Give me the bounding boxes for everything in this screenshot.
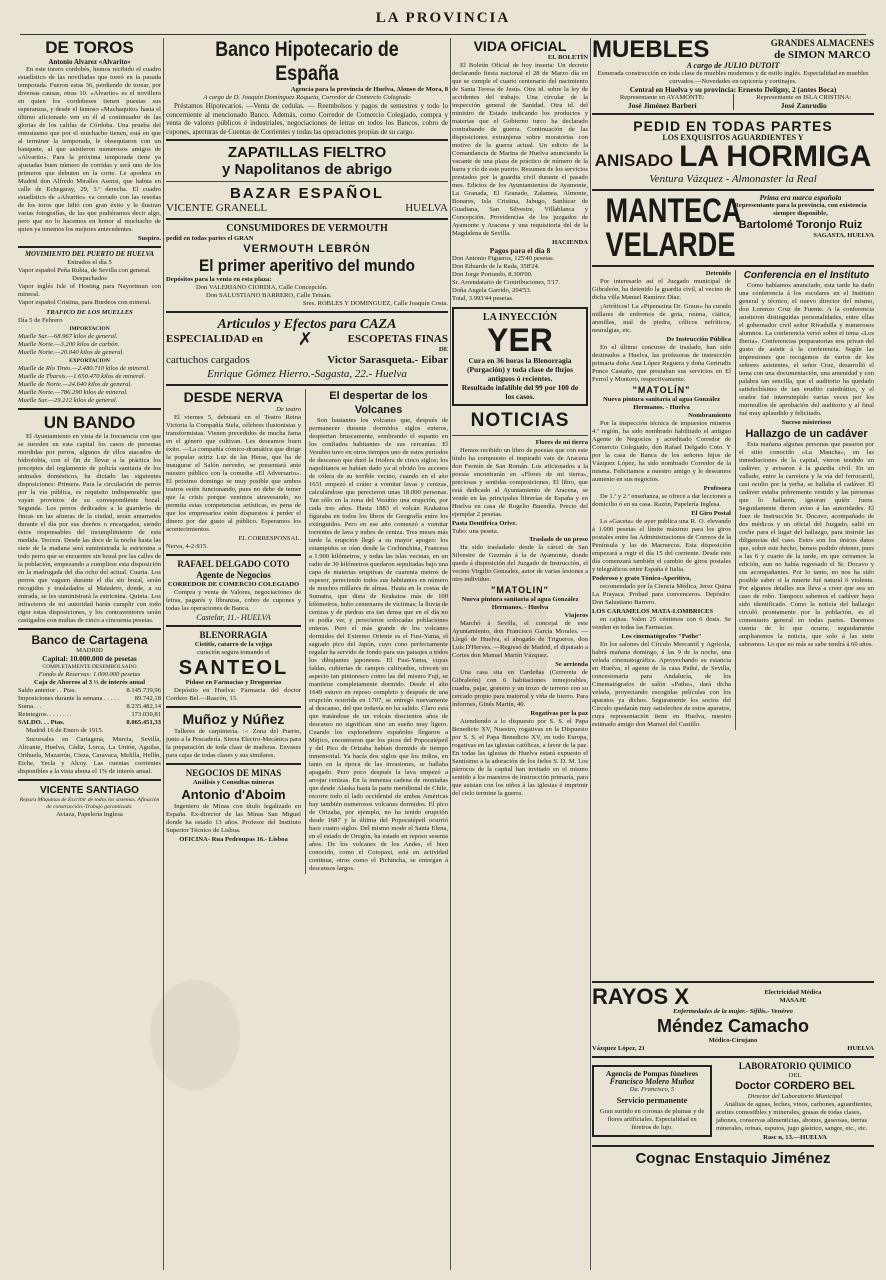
lab-wrap (716, 1061, 874, 1142)
minas-title: NEGOCIOS DE MINAS (185, 768, 282, 778)
matolin-body: Nueva pintura sanitaria al agua González Hermanos. - Huelva (461, 596, 579, 611)
bazar-title: BAZAR ESPAÑOL (229, 185, 385, 202)
lab-addr: Rasc n, 13.—HUELVA (763, 1134, 827, 1141)
rep-name: José Jiménez Barberí (627, 101, 697, 110)
muebles-rep (733, 94, 875, 110)
divider (166, 384, 448, 386)
pompas-addr: Da. Francisco, 5 (629, 1086, 675, 1093)
cartagena-fondo: Fondo de Reservas: 1.000.000 pesetas (38, 671, 141, 678)
pasta-title: Pasta Dentífrica Orive. (452, 520, 518, 527)
nerva-sub: De teatro (276, 406, 301, 413)
rayos-right (712, 989, 874, 1005)
hallazgo-title: Hallazgo de un cadáver (745, 428, 868, 440)
divider (592, 981, 874, 983)
cartagena-label: SALDO. . . Ptas. (18, 719, 65, 726)
volcanes-body: Son bastantes los volcanes que, después de permanecer durante dormidos siglos enteros, despiertan bruscamente, sembrando el espanto en los confiados habitantes de sus cercanías. El Vesubio tuvo en otros tiempos uno de estos períodos de descanso que duró la friolera de cinco siglos; los napolitanos se habían dado ya al olvido los accesos de cólera de su terrible vecino, cuando en el año 1631 empezó el cráter a vomitar lavas y cenizas, calculándose que perecieron unas 18.000 personas. Tan sólo en la zona del Vesubio una erupción, por cada tres años. Hasta 1883 el volcán Krakatoa figuraba en todos los libros de Geografía entre los extinguidos. Pero en ese año comenzó a vomitar torrentes de lava y nubes de ceniza. Tres meses más tarde la erupción llegó a su mayor apogeo: los estampidos se oían desde la Cochinchina, Francesa a 1.900 kilómetros, y todas las islas vecinas, en un radio de 30 kilómetros quedaron sepultadas bajo una capa de materias eruptivas de cuarenta metros de espesor, pereciendo todos sus habitantes en número de muchos millares de almas. Hasta en la costas de Sumatra, que dista de Krakatoa más de 100 kilómetros, hubo centenares de víctimas; la lluvia de cenizas y de piedras era tan densa que en el día no se podía ver, y perecieron sofocadas poblaciones enteras. Pero el más grande de los volcanes dormidos del Extremo Oriente es el Fusi-Yama, el sagrado pico del Japón, cuyo cono perfectamente regular ha servido de fondo para sus paisajes a todos los dibujantes japoneses. El Fusi-Yama, cuyas faldas, cubiertas de campos cultivados, ofrecen un aspecto tan pintoresco como las del mismo Fuji, se mantiene completamente dormido. Desde el año 1649 estuvo en reposo completo y después de una erupción ocurrida en 1707, se entregó nuevamente al descanso, del que todavía no ha salido. Claro está que tratándose de un volcán doscientos años de descanso no significan sino un sueño muy ligero. Cuando los exploradores españoles llegaron a Méjico, encontraron que los picos del Popocatépetl y del Pico de Orizaba habían dormido de tiempo inmemorial. Ya hacía dos siglos que los indios, en tanto en la época de las invasiones, se hallaba apagado. Pero poco después la lava empezó a arrojar cenizas. En la inmensa cadena de montañas que desde Alaska hasta la parte meridional de Chile, recorre todo el lado occidental de ambas Américas hay también numerosos volcanes dormidos. El pico de Orizaba, por ejemplo, no ha tenido erupción desde 1687 y la última del Popocatépetl ocurrió hace cuatro siglos. Del mismo modo el Santa Elena, en el estado de Oregón, ha estado en reposo sesenta años. De los volcanes de los Andes, el bien conocido, como el Cotopaxi, está en actividad continua, otros como el Pichincha, se entregan á descansos largos. (309, 417, 448, 872)
velarde: VELARDE (605, 226, 736, 264)
puerto-entry: Vapor español Cristina, para Burdeos con mineral. (18, 299, 151, 306)
rep-label: Representante en ISLA CRISTINA: (756, 94, 852, 101)
rep-name: José Zanrudio (780, 101, 827, 110)
yer-head: LA INYECCIÓN (482, 312, 558, 323)
col4-sub-right (735, 270, 874, 730)
caza-de: DE (438, 346, 448, 353)
muebles-g1: GRANDES ALMACENES (770, 38, 874, 48)
rayos-title: RAYOS X (592, 984, 690, 1009)
pasta-body: Tubo: una peseta. (452, 528, 499, 535)
divider (18, 408, 161, 410)
vermouth-title: CONSUMIDORES DE VERMOUTH (226, 223, 388, 234)
divider (166, 625, 301, 627)
mendez-addr: Vázquez López, 21 (592, 1045, 645, 1052)
bando-title: UN BANDO (43, 413, 136, 432)
giro-title: El Giro Postal (691, 510, 731, 517)
hallazgo-body: Esta mañana algunas personas que pasaron por el sitio conocido «La Mancha», en las inmediaciones de la capital, vieron tendido un cadáver, y avisaron á la guardia civil. En un vallado, entre la carretera y la vía del ferrocarril, casi oculto por la yerba, se hallaba el cadáver. El cadáver estaba pobremente vestido y las personas que lo hallaron, ignoran quién fuera. Seguidamente dieron aviso á las autoridades. El Juez de Instrucción Sr. Docavo, acompañado de dos médicos y un oficial del Juzgado, salió en coche para el lugar del hallazgo, para instruir las diligencias del caso. Estos son los únicos datos que, sobre este hecho, hemos podido obtener, pues a las 6 y cuarto de la tarde, en que cerramos la edición, aun no había regresado el Sr. Docavo y sus acompañantes. Por lo tanto, no nos ha sido posible saber si la muerte fué natural ó violenta. Por algunos detalles nos lleva a creer que sea un caso de robo. Tampoco sabemos el cadáver haya sido identificado. Como la noticia del hallazgo circuló prontamente por la población, es el comentario general en todas partes. Daremos cuenta de lo que ocurra, seguidamente ampliaremos la noticia, que solo á las siete sabremos. Lo que no más se sabe tendrá á 60 años. (739, 441, 874, 648)
rayos-sub: Enfermedades de la mujer.- Sífilis.- Venéreo (673, 1008, 793, 1015)
banco-cargo: A cargo de D. Joaquín Domínguez Roqueta, Corredor de Comercio Colegiado (203, 94, 411, 101)
puerto-title: MOVIMIENTO DEL PUERTO DE HUELVA (24, 251, 155, 258)
manteca-rep: Representante para la provincia, con existencia siempre disponible, (734, 202, 867, 217)
bazar-city: HUELVA (405, 202, 448, 214)
banco-agency: Agencia para la provincia de Huelva, Alonso de Mora, 8 (290, 86, 448, 93)
mendez-row (592, 1045, 874, 1053)
instruccion-body: En el último concurso de traslado, han sido destinados a Huelva, las profesoras de instrucción primaria doña Ana López Reguera y doña Gertrudis Ponce Castaño, que prestaban sus servicios en El Ferrol y Montoro, respectivamente. (592, 344, 731, 383)
masthead (0, 0, 886, 36)
cartagena-city: MADRID (76, 647, 103, 654)
munoz-title: Muñoz y Núñez (182, 711, 285, 727)
nerva-title: DESDE NERVA (183, 389, 284, 405)
detenido-body: Por interesarlo así el Juzgado municipal de Gibraleón, ha detenido la guardia civil, al vecino de dicha villa Manuel Ramírez Díaz. (592, 278, 731, 301)
vermouth-dep-item: Don VALERIANO CIORDIA, Calle Concepción. (196, 284, 328, 291)
rayos-r2: MASAJE (779, 997, 807, 1004)
profesora-title: Profesora (703, 485, 731, 492)
vicente-title: VICENTE SANTIAGO (40, 785, 139, 796)
cartagena-label: Suma. . . (18, 703, 42, 710)
cartagena-label: Reintegros. . . . . . . . (18, 711, 72, 718)
volcanes-title: El despertar de los Volcanes (329, 390, 428, 416)
caramelos-body: en cajitas. Valen 25 céntimos con 6 dosis. Se venden en todas las Farmacias. (592, 616, 731, 631)
column-2 (166, 38, 448, 1270)
trafico-line: Muelle Norte.—786.290 kilos de mineral. (18, 389, 128, 396)
rayos-head (592, 986, 874, 1008)
cognac: Cognac Enstaquio Jiménez (635, 1150, 831, 1167)
flores-title: Flores de mi tierra (535, 439, 588, 446)
blenorragia-title: BLENORRAGIA (199, 630, 268, 640)
flores-body: Hemos recibido un libro de poesías que con este título ha compuesto el inspirado vate de Aracena don Fermín de San Román. Los aficionados a la poesía encontrarán en «Flores de mi tierra», preciosas y sentidas composiciones. El libro, que está dedicado al Ayuntamiento de Aracena, se vende en las principales librerías de España y en Huelva en casa de Rogelio Buendía. Precio del ejemplar 2 pesetas. (452, 447, 588, 518)
divider (592, 1056, 874, 1058)
cartagena-row (18, 687, 161, 695)
divider (166, 181, 448, 182)
tonico-title: Poderoso y grato Tónico-Aperitivo, (592, 575, 692, 582)
hormiga-maker: Ventura Vázquez - Almonaster la Real (649, 173, 817, 185)
profesora-body: De 1.ª y 2.ª enseñanza, se ofrece a dar lecciones a domicilio ó en su casa. Razón, Papelería Inglesa. (592, 493, 731, 508)
blenorragia-sub: Cistitis, catarro de la vejiga (194, 641, 273, 648)
mendez-city: HUELVA (847, 1045, 874, 1052)
divider (166, 139, 448, 141)
vermouth-slogan: El primer aperitivo del mundo (199, 256, 415, 275)
santeol-dep: Depósito en Huelva: Farmacia del doctor Cordero Bel.—Rascón, 13. (166, 687, 301, 702)
cartagena-value: 89.742,18 (134, 695, 161, 702)
col2-sub-right (305, 389, 448, 874)
cartagena-label: Saldo anterior . . Ptas. (18, 687, 77, 694)
rayos-r1: Electricidad Médica (764, 989, 822, 996)
manteca-name: Bartolomé Toronjo Ruiz (738, 219, 863, 231)
mendez: Méndez Camacho (656, 1016, 810, 1036)
caza-especialidad: ESPECIALIDAD en (166, 333, 263, 345)
bazar-row (166, 202, 448, 215)
rogativas-body: Atendiendo a lo dispuesto por S. S. el Papa Benedicto XV, Nuestro, rogativas en la Dispuesto por S. S. el Papa Benedicto XV, en todo Europa, rogativas en las iglesias católicas, a favor de la paz. En todas las iglesias de Huelva estará expuesto el Santísimo a la adoración de los fieles S. D. M. Los párrocos de la capital han invitado en el mismo sentido a los maestros de instrucción primaria, para que asistan con los niños á las iglesias é imprimir del cielo termine la guerra. (452, 718, 588, 797)
santeol-sub: Pidase en Farmacias y Droguerías (185, 679, 282, 686)
toros-sign: Suspiro. (137, 235, 161, 242)
tonico-body: recomendado por la Ciencia Médica, Jerez Quina La Prayaca. Probad para convenceros. Depósito: Don Salustiano Barrero. (592, 583, 731, 606)
minas-name: Antonio d'Aboim (181, 787, 286, 802)
caza-addr: Enrique Gómez Hierro.-Sagasta, 22.- Huelva (207, 368, 407, 380)
puerto-entry: Vapor español Peña Rubia, de Sevilla con general. (18, 267, 151, 274)
yer-big: YER (487, 322, 553, 358)
trafico-line: Muelle de Norte.—24.640 kilos de general. (18, 381, 132, 388)
conferencia-title: Conferencia en el Instituto (743, 270, 870, 281)
trafico-line: Muelle Norte.—20.040 kilos de general. (18, 349, 125, 356)
pompas-body: Gran surtido en coronas de plumas y de flores artificiales. Especialidad en féretros de lujo. (599, 1108, 705, 1131)
matolin2-title: "MATOLÍN" (632, 385, 691, 395)
nerva-sign: EL CORRESPONSAL. (238, 535, 301, 542)
divider (166, 311, 448, 313)
vermouth-dep: Depósitos para la venta en esta plaza: (166, 276, 272, 283)
muebles-cargo: A cargo de JULIO DUTOIT (686, 61, 780, 70)
divider (592, 1145, 874, 1147)
cartagena-row (18, 703, 161, 711)
trafico-line: Muelle Sur.—29.212 kilos de general. (18, 397, 118, 404)
hacienda-item: Don Eduardo de la Rada, 358'24. (452, 263, 540, 270)
hacienda-item: Don Jorge Portundo, 8.300'00. (452, 271, 533, 278)
divider (452, 435, 588, 436)
col4-lower (592, 270, 874, 730)
muebles-g2: de SIMON MARCO (774, 49, 871, 61)
manteca: MANTECA (605, 192, 742, 230)
vida-title: VIDA OFICIAL (473, 38, 567, 54)
manteca-addr: SAGASTA, HUELVA (813, 232, 874, 239)
rafael-sub: Agente de Negocios (196, 570, 271, 580)
divider (166, 218, 448, 220)
cartagena-value: 173.030,81 (131, 711, 161, 718)
bottom-right-ads (592, 978, 874, 1270)
col2-sub-left (166, 389, 301, 874)
cartagena-label: Imposiciones durante la semana . . . . . (18, 695, 119, 702)
cartagena-title: Banco de Cartagena (31, 633, 148, 647)
cartagena-caja: Caja de Ahorros al 3 ⅓ de interés anual (33, 679, 146, 686)
banco-title: Banco Hipotecario de España (215, 38, 399, 85)
zapatillas-sub: y Napolitanos de abrigo (221, 161, 393, 178)
rafael-c: CORREDOR DE COMERCIO COLEGIADO (167, 581, 300, 588)
arrienda-body: Una casa sita en Cardeñas (Cerrereta de Gibraleón) con 6 habitaciones inmejorables, cuadra, pajar, granero y un trozo de terreno con su cercado propio para matorral y viña de hierro. Para informes, Ginés Martín, 40. (452, 669, 588, 708)
caza-row (166, 354, 448, 367)
pompas-name: Francisco Molero Muñoz (609, 1077, 695, 1086)
lab-sub: Director del Laboratorio Municipal (747, 1093, 843, 1100)
hacienda-item: Sr. Arrendatario de Contribuciones, 5'17. (452, 279, 560, 286)
column-divider (590, 38, 591, 1270)
yer-result: Resultado infalible del 99 por 100 de los casos. (461, 383, 579, 401)
cartagena-row (18, 711, 161, 719)
manteca-prima: Prima era marca española (759, 193, 842, 202)
muebles-body: Esmerada construcción en toda clase de muebles modernos y de estilo inglés. Especialidad en muebles curvados.—Novedades en tapicería y cortinajes. (597, 70, 869, 85)
pompas-ad (592, 1065, 712, 1137)
trafico-line: Muelle Sur.—68.967 kilos de general. (18, 333, 118, 340)
matolin-title: "MATOLIN" (491, 585, 549, 595)
trafico-line: Muelle de Río Tinto.—2.480.710 kilos de mineral. (18, 365, 150, 372)
col2-lower (166, 389, 448, 874)
divider (166, 763, 301, 765)
divider (592, 113, 874, 115)
divider (18, 246, 161, 248)
cartagena-capital: Capital: 10.000.000 de pesetas (42, 654, 137, 663)
hacienda-total: Total, 3.993'44 pesetas. (452, 295, 514, 302)
puerto-entry: Vapor inglés Isle of Hosting para Nayortmun con mineral. (18, 283, 161, 298)
cartagena-desembolsado: COMPLETAMENTE DESEMBOLSADO (42, 664, 137, 670)
hormiga: LA HORMIGA (679, 140, 872, 173)
cartagena-value: 8.235.482,14 (126, 703, 161, 710)
anisado: ANISADO (594, 151, 674, 170)
newspaper-title: LA PROVINCIA (375, 10, 511, 26)
minas-addr: OFICINA- Rua Pedroupas 16.- Lisboa (179, 836, 288, 843)
noticias-title: NOTICIAS (470, 410, 570, 431)
manteca-right (727, 194, 874, 262)
cine-title: Los cinematógrafos "Pathe" (621, 633, 702, 640)
giro-body: La «Gaceta» de ayer publica una R. O. elevando á 1.000 pesetas el límite máximo para los giros postales entre las Administraciones de Correos de la Península y las de Marruecos. Esta disposición empezará a regir el día 15 del corriente. Desde este día comenzará también el cambio de giros postales y telegráficos entre España é Italia. (592, 518, 731, 573)
arrienda-title: Se arrienda (555, 661, 588, 668)
caramelos-title: LOS CARAMELOS MATA-LOMBRICES (592, 608, 714, 615)
muebles-reps (592, 94, 874, 110)
nombramiento-body: Por la inspección técnica de impuestos mineros 4.ª región, ha sido nombrado habilitado el antiguo Agente de Negocios y acreditado Corredor de Comercio Colegiado, don Rafael Delgado Coto. Y por la casa de Banca de los señores hijos de Vázquez López, ha sido nombrado Corredor de la misma. Felicitamos a nuestro amigo y le deseamos aumento en sus negocios. (592, 420, 731, 483)
viajeros-body: Marchó á Sevilla, el concejal de este Ayuntamiento, don Francisco García Morales. —Llegó de Huelva, el abogado de Trigueros, don Luís D'Herves. —Regresó de Madrid, el diputado a Cortes don Manuel Martín Vázquez. (452, 620, 588, 659)
suceso-title: Suceso misterioso (781, 419, 832, 426)
hacienda-sub: Pagos para el día 8 (489, 246, 551, 255)
traslado-title: Traslado de un preso (529, 536, 588, 543)
manteca-left (592, 192, 742, 264)
vermouth-brand: VERMOUTH LEBRÓN (243, 243, 371, 255)
bazar-name: VICENTE GRANELL (166, 202, 268, 214)
rafael-addr: Castelar, 11.- HUELVA (196, 613, 271, 622)
manteca-ad (592, 194, 874, 262)
toros-subtitle: Antonio Alvarez «Alvarito» (48, 58, 131, 66)
muebles-grandes (771, 38, 874, 62)
cartagena-row (18, 719, 161, 727)
lab-title: LABORATORIO QUIMICO (738, 1061, 852, 1071)
hacienda-title: HACIENDA (552, 239, 588, 246)
muebles-title: MUEBLES (592, 38, 710, 63)
pedid-sub: LOS EXQUISITOS AGUARDIENTES Y (662, 133, 804, 142)
toros-title: DE TOROS (45, 38, 134, 57)
santeol-title: SANTEOL (178, 657, 289, 679)
yer-body: Cura en 36 horas la Blenorragia (Purgación) y toda clase de flujos antiguos ó recientes. (466, 356, 574, 383)
puerto-entradas: Entrados el día 5 (67, 259, 112, 266)
caza-title: Articulos y Efectos para CAZA (217, 317, 397, 332)
shotgun-icon: ✗ (297, 329, 313, 349)
minas-body: Ingeniero de Minas con título legalizado en España. Ex-director de las Minas San Miguel donde ha estado 13 años. Profesor del Instituto Superior Técnico de Lisboa. (166, 803, 301, 834)
lab-del: DEL (788, 1072, 802, 1079)
traslado-body: Ha sido trasladado desde la cárcel de San Silvestre de Guzmán á la de Ayamonte, donde queda á disposición del Juzgado de Instrucción, el vecino Virgilio Gonzalez, autor de varias lesiones a otro individuo. (452, 544, 588, 583)
vicente-body: Repara Máquinas de Escribir de todos los sistemas. Afinación de construcción.-Trabajo garantizado. (19, 797, 160, 810)
mendez-sub: Médico-Cirujano (708, 1037, 758, 1044)
muebles-rep (592, 94, 733, 110)
piperazina-body: ¡Artríticos! La «Piperazina Dr. Graus» ha curado millares de enfermos de gota, reuma, ciática, arenillas, mal de piedra, cólicos nefríticos, neuralgias, etc. (592, 303, 731, 334)
hacienda-item: Doña Angela Garrido, 204'53. (452, 287, 532, 294)
banco-body: Préstamos Hipotecarios. —Venta de cedulas. — Reembolsos y pagos de semestres y todo lo concerniente al mencionado Banco. Además, como Corredor de Comercio Colegiado, compra y venta de valores públicos é industriales, negociaciones de letras en todos los Bancos, cobro de cupones, aperturas de Cuentas de Corrientes y todas las operaciones propias de su cargo. (166, 102, 448, 136)
rogativas-title: Rogativas por la paz (530, 710, 588, 717)
column-1 (18, 38, 161, 1270)
divider (166, 706, 301, 708)
rafael-body: Compra y venta de Valores, negociaciones de letras, pagarés y libranzas, cobro de cupones y todas las operaciones de Banca. (166, 589, 301, 612)
pompas-title: Agencia de Pompas fúnebres (605, 1069, 699, 1078)
muebles-central: Central en Huelva y su provincia: Ernesto Deligny, 2 (antes Boca) (629, 85, 837, 94)
vicente-addr: Aviaza, Papelería Inglesa (56, 811, 123, 818)
muebles-head (592, 38, 874, 62)
vermouth-pedir: pedid en todas partes el GRAN (166, 235, 254, 242)
detenido-title: Detenido (705, 270, 731, 277)
caza-maker: Victor Sarasqueta.- Eibar (327, 354, 448, 366)
caza-escopetas: ESCOPETAS FINAS (347, 333, 448, 345)
hacienda-item: Don Antonio Figueros, 125'40 pesetas. (452, 255, 555, 262)
vermouth-dep-item: Sres. ROBLES Y DOMINGUEZ, Calle Joaquín Costa. (302, 300, 448, 307)
vermouth-dep-item: Don SALUSTIANO BARRERO, Calle Tetuán. (206, 292, 332, 299)
pedid-title: PEDID EN TODAS PARTES (633, 118, 833, 134)
column-divider (163, 38, 164, 1270)
cartagena-value: 8.065.451,33 (126, 719, 161, 726)
puerto-despachados: Despachados (72, 275, 107, 282)
nerva-body: El viernes 5, debutará en el Teatro Reina Victoria la Compañía Stela, célebres ilusionistas y transformistas. Vienen precedidos de mucha fama en el género que cultivan. Les deseamos buen éxito. —La compañía cómico-dramática que dirige la popular actriz Luz de las Heras, que ha de inaugurar el Salón nerveño, se presentará ante nuestro público con la comedia «El Adversario». El próximo domingo se muy posible que ambos teatros estén funcionando, pues no debe de temer que la crisis porque venimos atravesando, no permita estas competencias artísticas, es pena de que los empresarios estén dispuestos á perder el dinero por dar gusto al público. Esperamos los acontecimientos. (166, 414, 301, 533)
caza-row (166, 329, 448, 349)
rafael-title: RAFAEL DELGADO COTO (177, 559, 290, 569)
trafico-date: Día 5 de Febrero (18, 317, 63, 324)
cine-body: En los salones del Círculo Mercantil y Agrícola, habrá mañana domingo, á las 9 de la noche, una velada cinematográfica. Aprovechando su estancia en Huelva, el agente de la casa Pathé, de Sevilla, concesionaria para Andalucía, de los Cinematógrafos de salón «Pathe», dará dicha velada, proyectando escogidas películas con los aparatos ya dichos. Seguramente los socios del Círculo quedarán muy satisfechos de estos aparatos, cuya representación tiene en Huelva, nuestro estimado amigo don Manuel del Castillo. (592, 641, 731, 728)
pompas-serv: Servicio permanente (616, 1096, 688, 1105)
col4-sub-left (592, 270, 731, 730)
trafico-line: Muelle Norte.—3.200 kilos de carbón. (18, 341, 120, 348)
toros-body: En este torero cordobés, hemos recibido el cuadro estadístico de las novilladas que toreó en la pasada temporada. Fueron estas 36, perdiendo de torear, por diversas causas, otras 10. «Alvarito» es el novillero en quien los cordobeses tienen puestas sus esperanzas, y desde el famoso «Machaquito» hasta el último aficionado ven en él al continuador de las glorias de los califas de Córdoba. Una prueba del entusiasmo que por el muchacho tienen, está en que al terminar la temporada, le obsequiaron con un banquete, al que asistieron numerosos amigos de «Alvarito». Para la próxima temporada tiene ya ajustadas buen número de corridas y será uno de los primeros que debuten en la corte. Le apodera en Madrid don Alfredo Miralles Asensi, que habita en calle de Echegaray, 29, 3.º derecha. El cuadro estadístico de «Alvarito» va cerrado con las reseñas de los toros que lidió con gran éxito y le ilustran varias fotografías, de las que pudiéramos decir algo, pero que no lo hacemos en honor al muchacho de quien ya tenemos los mejores antecedentes. (18, 66, 161, 233)
instruccion-title: De Instrucción Pública (666, 336, 731, 343)
divider (18, 779, 161, 781)
divider (592, 265, 874, 267)
bando-body: El Ayuntamiento en vista de la frecuencia con que se suceden en esta capital los casos de personas mordidas por perros, algunos de ellos atacados de hidrofobia, con el fin de llevar a la práctica los preceptos del reglamento de policía sanitaria de los animales domésticos, ha dictado las siguientes disposiciones: Primera. Para la circulación de perros por la vía pública, es requisito indispensable que vayan provistos de su correspondiente bozal. Segunda. Los perros dedicados a la guardería de fincas en las afueras de la ciudad, serán amarrados durante el día por sus dueños o encargados, siendo éstos responsables del incumplimiento de esta medida. Tercera. Desde las doce de la noche hasta las siete de la mañana será suministrada la estricnina a todo perro que se encuentre sin bozal por las calles de la población, empezando a cumplirse esta disposición en la madrugada del día ocho del actual. Cuarta. Los perros que vaguen durante el día sin bozal, serán recogidos y trasladados al Matadero, donde, a su entrada, se les suministrará la estricnina. Quinta. Los infractores de mi autoridad harán cumplir con todo rigor estas disposiciones, y los contraventores serán castigados con multas de cinco a cincuenta pesetas. (18, 433, 161, 624)
rep-label: Representante en AYAMONTE: (619, 94, 705, 101)
zapatillas-title: ZAPATILLAS FIELTRO (227, 144, 387, 161)
hormiga-row (592, 142, 874, 172)
divider (592, 189, 874, 191)
masthead-rule (20, 34, 866, 35)
cartagena-date: Madrid 16 de Enero de 1915. (26, 727, 104, 734)
lab-doctor: Doctor CORDERO BEL (735, 1080, 855, 1092)
cartagena-row (18, 695, 161, 703)
trafico-line: Muelle de Tharsis.—1.650.470 kilos de mineral. (18, 373, 146, 380)
caza-cartuchos: cartuchos cargados (166, 354, 250, 366)
vida-sub: EL BOLETÍN (547, 54, 588, 61)
bottom-split (592, 1061, 874, 1142)
yer-ad (452, 307, 588, 406)
viajeros-title: Viajeros (564, 612, 588, 619)
conferencia-body: Como habíamos anunciado, esta tarde ha dado una conferencia á los escolares en el Instituto general y técnico, el nuevo director del mismo, don Lorenzo Cruz de Fuente. A la conferencia asistieron distinguidas personalidades, entre ellas el gobernador civil señor Rivadulla y numerosos alumnos. La conferencia versó sobre el tema «Los Iberia». Conferencias preparatorias nos privan del gusto de asistir á la conferencia. Según las impresiones que recogemos de varios de los señores asistentes, el señor Cruz, desarrolló el tema con una documentación, una amenidad y con palabra tan sencilla, que el auditorio ha quedado satisfechísimo de tan erudito catedrático, y el orador fué interrumpido varias veces por los murmullos de aprobación del auditorio y al final fué muy aplaudido y felicitado. (739, 282, 874, 417)
cartagena-value: 8.145.739,96 (126, 687, 161, 694)
trafico-exp: EXPORTACION (69, 358, 110, 364)
divider (18, 628, 161, 630)
lab-body: Análisis de aguas, leches, vinos, carbones, aguardientes, aceites comestibles y minerales, grasas de todas clases, jabones, conservas alimenticias, abonos, gaseosas, tierras minerales, orinas, esputos, jugo gástrico, sangre, etc., etc. (716, 1101, 873, 1132)
cartagena-body: Sucursales en Cartagena, Murcia, Sevilla, Alicante, Huelva, Cádiz, Lorca, La Unión, Aguilas, Orihuela, Mazarrón, Cieza, Caravaca, Melilla, Hellín, Eiche, Yecla y Alcoy. Las cuentas corrientes disponibles a la vista abona el 1% de interés anual. (18, 736, 161, 775)
pompas-wrap (592, 1061, 712, 1142)
divider (166, 554, 301, 556)
trafico-imp: IMPORTACION (69, 326, 110, 332)
vida-body: El Boletín Oficial de hoy inserta: Un decreto declarando fiesta nacional el 28 de Marzo día en que se cumple el cuarto centenario del nacimiento de Santa Teresa de Jesús. Otra id. sobre la ley de accidentes del trabajo. Una circular de la inspección general de Sanidad. Otra id. del ministro de Estado indicando los productos y materias que el Gobierno turco ha declarado contrabando de guerra. Continuación de las disposiciones extranjeras sobre moratorias con motivo de la guerra actual. Un edicto de la Comandancia de Marina de Huelva anunciando la vacante de una plaza de práctico de número de la barra y río de este puerto. Resumen de los servicios prestados por la guardia civil durante el pasado mes. Edictos de los Ayuntamientos de Ayamonte, La Granada, El Granado, Zalamea, Almonte, Bonares, Isla Cristina, Jabugo, Sanlúcar de Guadiana, San Silvestre, Villablanca y Concepción. Providencias de los juzgados de Ayamonte y Aracena y una requisitoria del de la Magdalena de Sevilla. (452, 62, 588, 237)
trafico-title: TRAFICO DE LOS MUELLES (46, 309, 133, 316)
blenorragia-cur: curación segura tomando el (197, 649, 270, 656)
minas-sub: Análisis y Consultas mineras (192, 779, 275, 786)
munoz-body: Talleres de carpintería. :-: Zona del Puerto, junto a la Pescadería. Sierra Electro-Mecánica para la preparación de toda clase de maderas. Envases para cajas de todas clases y sus similares. (166, 728, 301, 759)
nerva-date: Nerva, 4-2-915. (166, 543, 208, 550)
matolin2-body: Nueva pintura sanitaria al agua González Hermanos. - Huelva (602, 396, 721, 411)
column-3 (452, 38, 588, 1270)
column-divider (450, 38, 451, 1270)
nombramiento-title: Nombramiento (688, 412, 731, 419)
